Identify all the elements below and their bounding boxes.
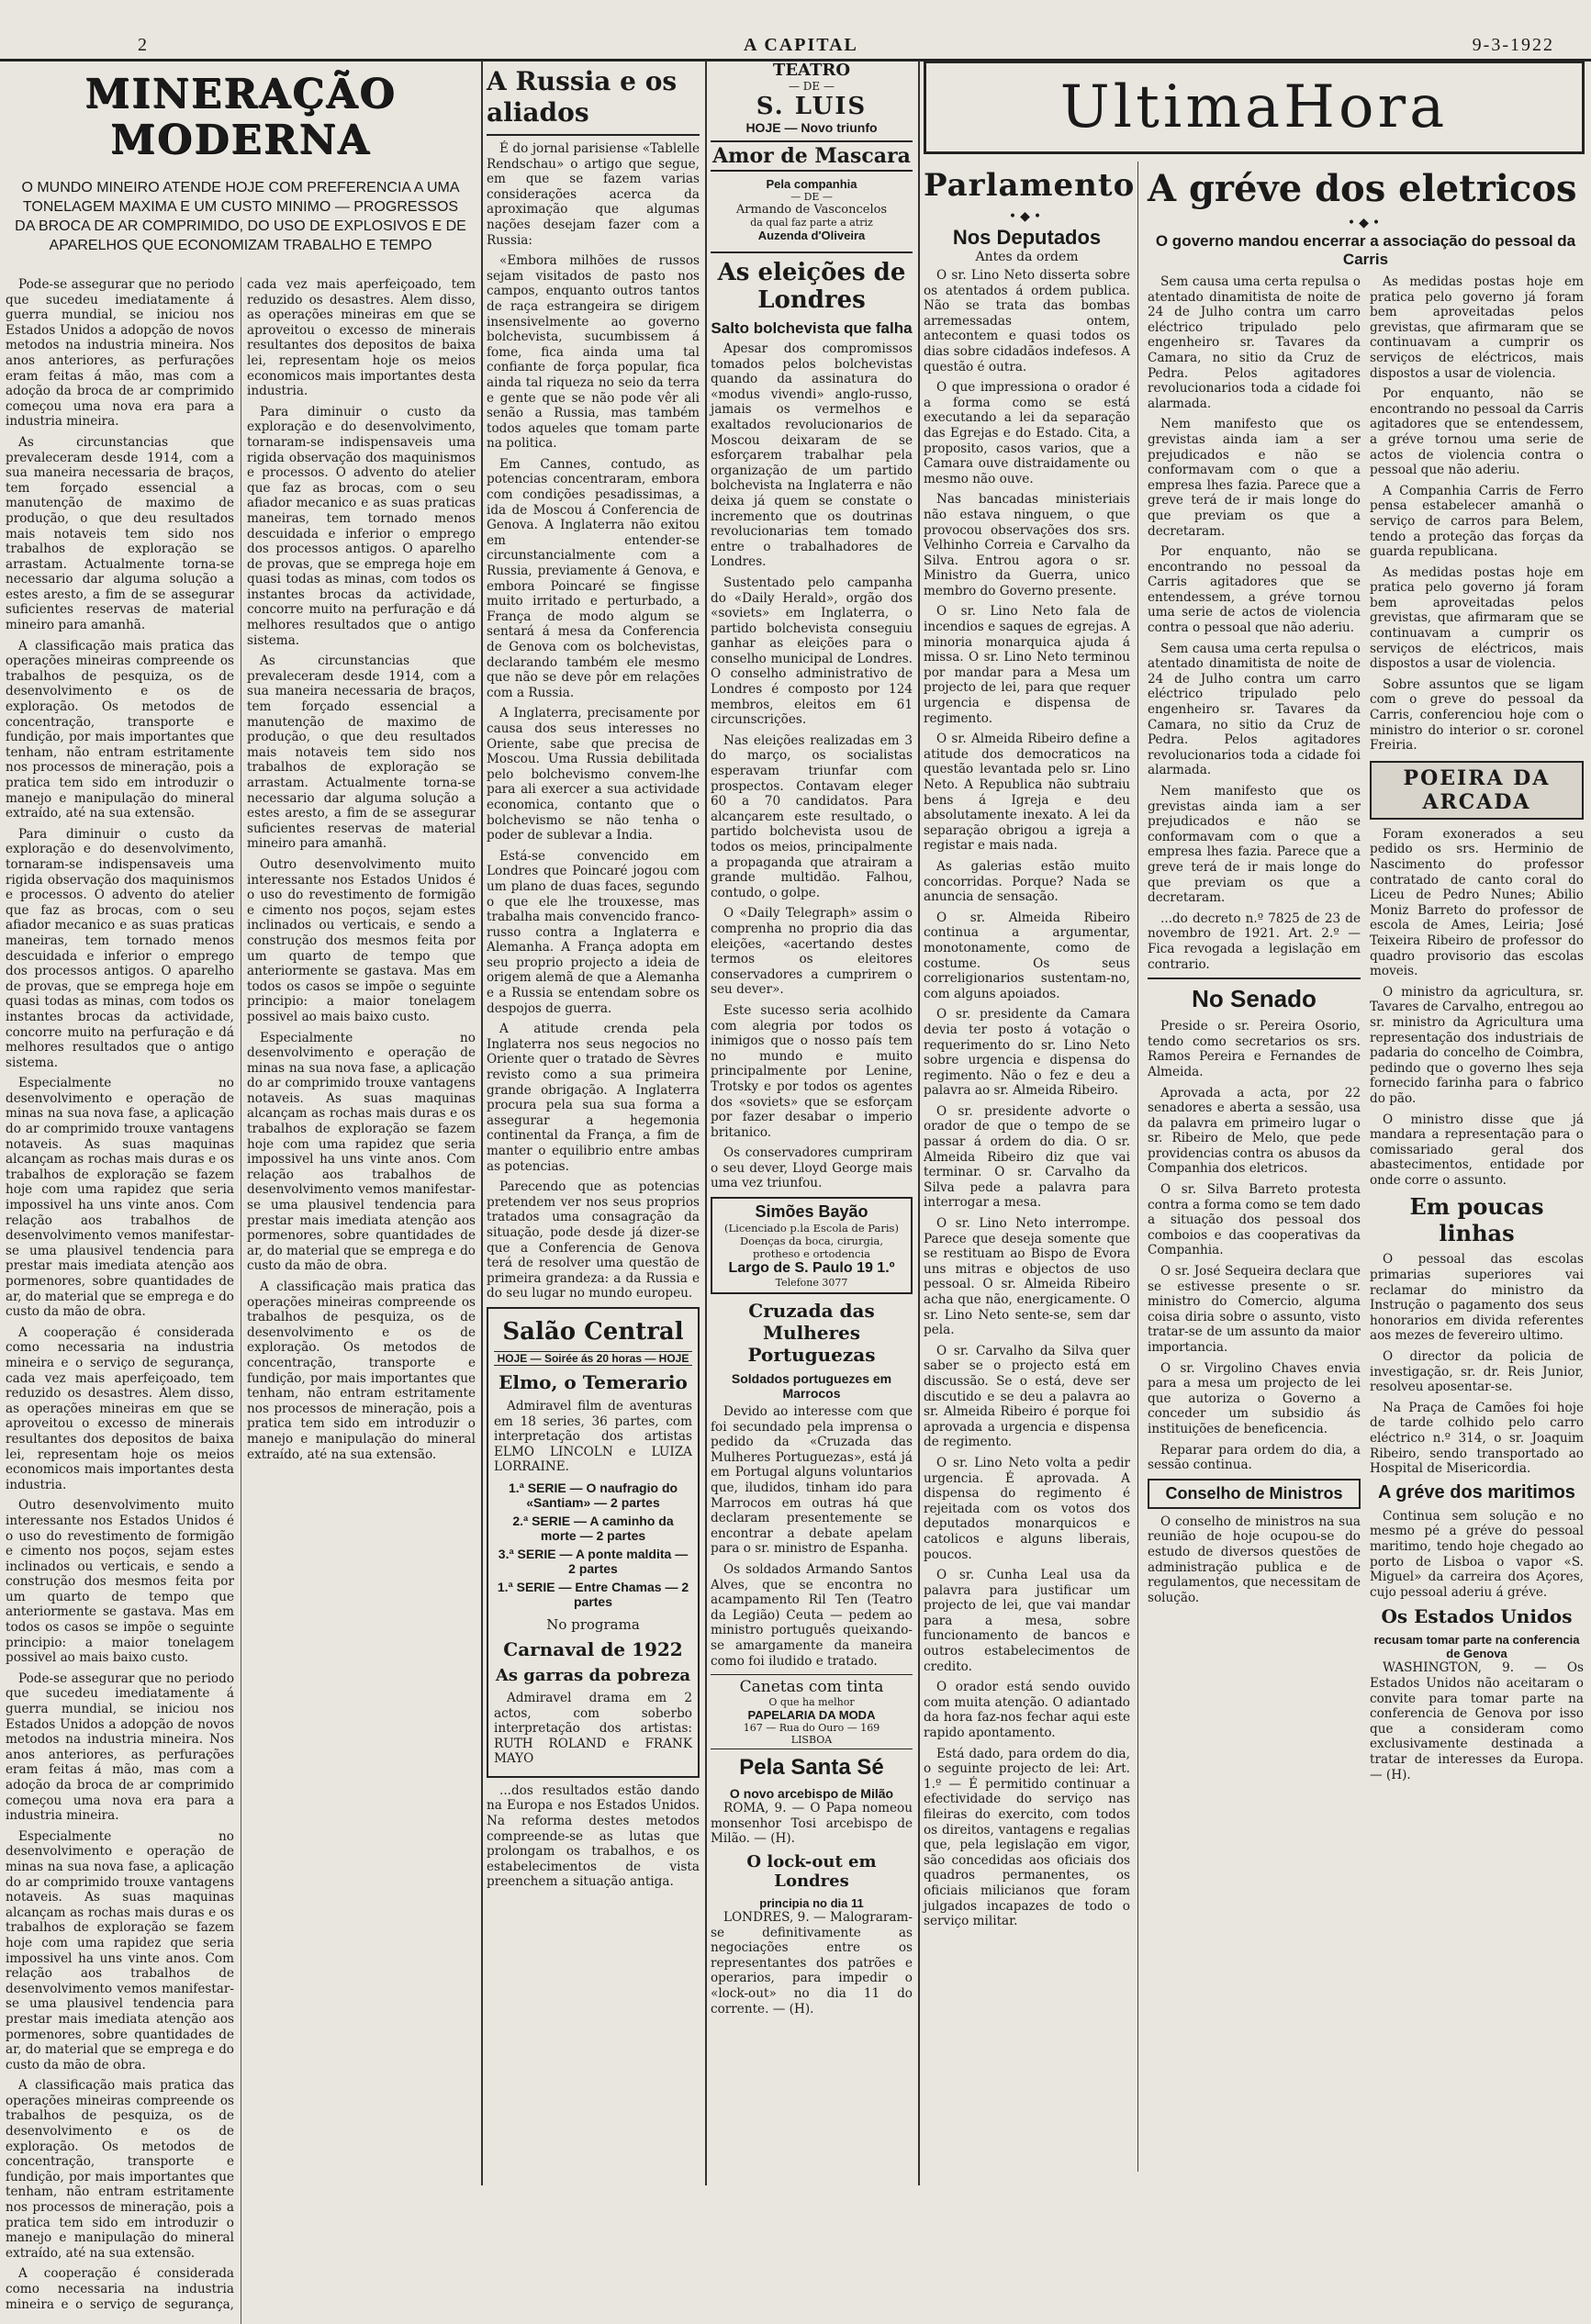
column-rule [918, 61, 920, 2185]
paragraph: Por enquanto, não se encontrando no pessoal da Carris agitadores que se entendessem, a gréve tornou uma serie de actos de violencia contra o pessoal que não aderiu. [1148, 544, 1361, 636]
teatro-ad [711, 61, 913, 242]
paragraph: As medidas postas hoje em pratica pelo governo já foram bem aproveitadas pelos grevistas, que afirmaram que se continuavam a cumprir os serviços de eléctricos, mais dispostos a usar de violencia. [1370, 274, 1584, 381]
paragraph: Preside o sr. Pereira Osorio, tendo como secretarios os srs. Ramos Pereira e Fernandes de Almeida. [1148, 1019, 1361, 1079]
paragraph: Sustentado pelo campanha do «Daily Herald», orgão dos «soviets» em Inglaterra, o partido bolchevista conseguiu ganhar as eleições para o conselho municipal de Londres. O conselho administrativo de Londres é composto por 124 membros, eleitos em 61 circunscrições. [711, 575, 913, 728]
subsection-title: A gréve dos maritimos [1378, 1481, 1575, 1503]
ad-serie: 1.ª SERIE — O naufragio do «Santiam» — 2 partes [508, 1480, 678, 1510]
paragraph: Está-se convencido em Londres que Poincaré jogou com um plano de duas faces, segundo o que ele lhe trouxesse, mas trabalha mais convencido franco-russo contra a Inglaterra e Alemanha. A França adopta em seu proprio projecto a ideia de origem alemã de que a Alemanha e a Russia se entendam sobre os despojos de guerra. [487, 848, 700, 1016]
parlamento-section: Parlamento •◆• Nos Deputados Antes da ordem O sr. Lino Neto disserta sobre os atentados á ordem publica. Não se trata das bombas arremessadas ontem, antecontem e quasi todos os dias sobre cidadãos indefesos. A questão é outra. O que impressiona o orador é a forma como se está executando a lei da separação das Egrejas e do Estado. Cita, a proposito, casos varios, que a Camara ouve distraidamente ou mesmo não ouve. Nas bancadas ministeriais não estava ninguem, o que provocou observações dos srs. Velhinho Correia e Carvalho da Silva. Entrou agora o sr. Ministro da Guerra, unico membro do Governo presente. O sr. Lino Neto fala de incendios e saques de egrejas. A minoria monarquica ajuda á missa. O sr. Lino Neto terminou por mandar para a Mesa um projecto de lei, para que requer urgencia e dispensa de regimento. O sr. Almeida Ribeiro define a atitude dos democraticos na questão levantada pelo sr. Lino Neto. A Republica não subtraiu bens á Igreja e deu absolutamente inexato. A lei da separação obrigou a igreja a registar e mais nada. As galerias estão muito concorridas. Porque? Nada se anuncia de sensação. O sr. Almeida Ribeiro continua a argumentar, monotonamente, como de costume. Os seus correligionarios sustentam-no, com alguns apoiados. O sr. presidente da Camara devia ter posto á votação o requerimento do sr. Lino Neto sobre urgencia e dispensa do regimento. Não o fez e deu a palavra ao sr. Almeida Ribeiro. O sr. presidente advorte o orador de que o tempo de se passar á ordem do dia. O sr. Almeida Ribeiro diz que vai terminar. O sr. Carvalho da Silva pede a palavra para interrogar a mesa. O sr. Lino Neto interrompe. Parece que deseja somente que se restituam ao Bispo de Evora uns mitras e objectos de uso pessoal. O sr. Almeida Ribeiro acha que não, energicamente. O sr. Lino Neto sente-se, sem dar pela. O sr. Carvalho da Silva quer saber se o projecto está em discussão. Se o está, deve ser discutido e se deu a palavra ao sr. Almeida Ribeiro é porque foi aprovada a urgencia e dispensa de regimento. O sr. Lino Neto volta a pedir urgencia. É aprovada. A dispensa do regimento é rejeitada com os votos dos deputados monarquicos e catolicos e alguns liberais, poucos. O sr. Cunha Leal usa da palavra para justificar um projecto de lei, que vai mandar para a mesa, sobre funcionamento de bancos e outros estabelecimentos de credito. O orador está sendo ouvido com muita atenção. O adiantado da hora faz-nos fechar aqui este rapido apontamento. Está dado, para ordem do dia, o seguinte projecto de lei: Art. 1.º — É permitido continuar a efectividade do serviço nas fileiras do exercito, com todos os direitos, vantagens e regalias que, pela legislação em vigor, são concedidas aos oficiais dos quadros permanentes, os oficiais milicianos que foram julgados incapazes de todo o serviço militar. [924, 162, 1138, 2172]
paragraph: ROMA, 9. — O Papa nomeou monsenhor Tosi arcebispo de Milão. — (H). [711, 1801, 913, 1847]
subsection-subtitle: recusam tomar parte na conferencia de Genova [1373, 1633, 1580, 1661]
paragraph: Sem causa uma certa repulsa o atentado dinamitista de noite de 24 de Julho contra um carro eléctrico tripulado pelo engenheiro sr. Tavares da Camara, no sitio da Cruz de Pedra. Pelos agitadores revolucionarios toda a cidade foi alarmada. [1148, 641, 1361, 778]
article-title: Pela Santa Sé [739, 1755, 884, 1781]
article-title: As eleições de Londres [711, 251, 913, 314]
paragraph: As circunstancias que prevaleceram desde 1914, com a sua maneira necessaria de braços, tem forçado essencial a manutenção de maximo de produção, o que deu resultados mais notaveis tem sido nos trabalhos de exploração se arrastam. Actualmente torna-se necessario dar alguma solução a estes aresto, a fim de se assegurar suficientes reservas de material mineiro para amanhã. [6, 434, 234, 633]
paragraph: Nas bancadas ministeriais não estava ninguem, o que provocou observações dos srs. Velhinho Correia e Carvalho da Silva. Entrou agora o sr. Ministro da Guerra, unico membro do Governo presente. [924, 492, 1130, 598]
paragraph: ...dos resultados estão dando na Europa e nos Estados Unidos. Na reforma destes metodos compreende-se as lutas que prolongam os trabalhos, e os estabelecimentos de vista preenchem a situação antiga. [487, 1782, 700, 1890]
subsection-title: Os Estados Unidos [1381, 1605, 1573, 1628]
paragraph: O sr. Lino Neto disserta sobre os atentados á ordem publica. Não se trata das bombas arremessadas ontem, antecontem e quasi todos os dias sobre cidadãos indefesos. A questão é outra. [924, 268, 1130, 374]
greve-columns [1148, 274, 1584, 1788]
paragraph: Na Praça de Camões foi hoje de tarde colhido pelo carro eléctrico n.º 314, o sr. Joaquim Ribeiro, sendo transportado ao Hospital de Misericordia. [1370, 1400, 1584, 1477]
paragraph: A Companhia Carris de Ferro pensa estabelecer amanhã o serviço de carros para Belem, tendo a proteção das forças da guarda republicana. [1370, 483, 1584, 560]
ad-title: Canetas com tinta [739, 1678, 884, 1697]
ad-film: Elmo, o Temerario [499, 1370, 688, 1393]
ad-line: — DE — [790, 191, 833, 203]
column-rule [705, 61, 707, 2185]
paragraph: Por enquanto, não se encontrando no pessoal da Carris agitadores que se entendessem, a gréve tornou uma serie de actos de violencia contra o pessoal que não aderiu. [1370, 386, 1584, 478]
paragraph: Devido ao interesse com que foi secundado pela imprensa o pedido da «Cruzada das Mulheres Portuguezas», está já em Portugal alguns voluntarios que, iludidos, tinham ido para Marrocos em outras há que declaram presentemente se encontrar a debate apelam para o sr. ministro de Espanha. [711, 1404, 913, 1557]
ad-line: No programa [546, 1615, 640, 1633]
paragraph: Sem causa uma certa repulsa o atentado dinamitista de noite de 24 de Julho contra um carro eléctrico tripulado pelo engenheiro sr. Tavares da Camara, no sitio da Cruz de Pedra. Pelos agitadores revolucionarios toda a cidade foi alarmada. [1148, 274, 1361, 411]
subsection-title: No Senado [1148, 978, 1361, 1013]
ad-title: Simões Bayão [755, 1202, 868, 1222]
article-subtitle: principia no dia 11 [759, 1895, 864, 1910]
paragraph: Nem manifesto que os grevistas ainda iam a ser prejudicados e não se conformavam com o que a empresa lhes fazia. Parece que a greve terá de ir mais longe do que previam os que a decretaram. [1148, 784, 1361, 906]
paragraph: Foram exonerados a seu pedido os srs. Herminio de Nascimento do professor contratado de canto coral do Liceu de Pedro Nunes; Abilio Moniz Barreto do professor de escola de Ames, Leiria; José Teixeira Ribeiro de professor do quadro provisorio das escolas moveis. [1370, 826, 1584, 979]
article-subtitle: Soldados portuguezes em Marrocos [731, 1371, 892, 1402]
paragraph: O sr. José Sequeira declara que se estivesse presente o sr. ministro do Comercio, alguma coisa diria sobre o assunto, visto tratar-se de um assunto da maior importancia. [1148, 1264, 1361, 1355]
subsection-subtitle: Antes da ordem [975, 250, 1079, 264]
article-subtitle: Salto bolchevista que falha [711, 319, 913, 337]
paragraph: É do jornal parisiense «Tablelle Rendschau» o artigo que segue, em que se fazem varias considerações acerca da aproximação que algumas nações desejam fazer com a Russia: [487, 141, 700, 248]
paragraph: A classificação mais pratica das operações mineiras compreende os trabalhos de pesquiza, os de desenvolvimento e os de exploração. Os metodos de concentração, transporte e fundição, por mais importantes que tenham, não entram estritamente nos processos de mineração, pois a pratica tem sido em introduzir o manejo e manipulação do mineral extraído, até na sua extensão. [247, 1279, 476, 1462]
paragraph: Pode-se assegurar que no periodo que sucedeu imediatamente á guerra mundial, se iniciou nos Estados Unidos a adopção de novos metodos na industria mineira. Nos anos anteriores, as perfurações eram feitas á mão, mas com a adoção da broca de ar comprimido começou uma nova era para a industria mineira. [6, 1670, 234, 1824]
greve-section: A gréve dos eletricos •◆• O governo mandou encerrar a associação do pessoal da Carris Sem causa uma certa repulsa o atentado dinamitista de noite de 24 de Julho contra um carro eléctrico tripulado pelo engenheiro sr. Tavares da Camara, no sitio da Cruz de Pedra. Pelos agitadores revolucionarios toda a cidade foi alarmada. Nem manifesto que os grevistas ainda iam a ser prejudicados e não se conformavam com o que a empresa lhes fazia. Parece que a greve terá de ir mais longe do que previam os que a decretaram. Por enquanto, não se encontrando no pessoal da Carris agitadores que se entendessem, a gréve tornou uma serie de actos de violencia contra o pessoal que não aderiu. Sem causa uma certa repulsa o atentado dinamitista de noite de 24 de Julho contra um carro eléctrico tripulado pelo engenheiro sr. Tavares da Camara, no sitio da Cruz de Pedra. Pelos agitadores revolucionarios toda a cidade foi alarmada. Nem manifesto que os grevistas ainda iam a ser prejudicados e não se conformavam com o que a empresa lhes fazia. Parece que a greve terá de ir mais longe do que previam os que a decretaram. ...do decreto n.º 7825 de 23 de novembro de 1921. Art. 2.º — Fica revogada a legislação em contrario. No Senado Preside o sr. Pereira Osorio, tendo como secretarios os srs. Ramos Pereira e Fernandes de Almeida. Aprovada a acta, por 22 senadores e aberta a sessão, usa da palavra em primeiro lugar o sr. Ribeiro de Melo, que pede providencias contra os abusos da Companhia dos eletricos. O sr. Silva Barreto protesta contra a forma como se tem dado a situação dos pessoal dos comboios e das cooperativas da Companhia. O sr. José Sequeira declara que se estivesse presente o sr. ministro do Comercio, alguma coisa diria sobre o assunto, visto tratar-se de um assunto da maior importancia. O sr. Virgolino Chaves envia para a mesa um projecto de lei que autoriza o Governo a conceder um subsidio ás instituições de beneficencia. Reparar para ordem do dia, a sessão continua. Conselho de Ministros O conselho de ministros na sua reunião de hoje ocupou-se do estudo de diversos questões de administração publica e de regulamentos, que necessitam de solução. As medidas postas hoje em pratica pelo governo já foram bem aproveitadas pelos grevistas, que afirmaram que se continuavam a cumprir os serviços de eléctricos, mais dispostos a usar de violencia. Por enquanto, não se encontrando no pessoal da Carris agitadores que se entendessem, a gréve tornou uma serie de actos de violencia contra o pessoal que não aderiu. A Companhia Carris de Ferro pensa estabelecer amanhã o serviço de carros para Belem, tendo a proteção das forças da guarda republicana. As medidas postas hoje em pratica pelo governo já foram bem aproveitadas pelos grevistas, que afirmaram que se continuavam a cumprir os serviços de eléctricos, mais dispostos a usar de violencia. Sobre assuntos que se ligam com o greve do pessoal da Carris, conferenciou hoje com o ministro do interior o sr. coronel Freiria. POEIRA DA ARCADA Foram exonerados a seu pedido os srs. Herminio de Nascimento do professor contratado de canto coral do Liceu de Pedro Nunes; Abilio Moniz Barreto do professor de escola de Ames, Leiria; José Teixeira Ribeiro de professor do quadro provisorio das escolas moveis. O ministro da agricultura, sr. Tavares de Carvalho, entregou ao sr. ministro da Agricultura uma representação dos industriais de padaria do concelho de Coimbra, pedindo que o governo lhes seja fornecido farinha para o fabrico do pão. O ministro disse que já mandara a representação para o comissariado geral dos abastecimentos, entidade por onde corre o assunto. Em poucas linhas O pessoal das escolas primarias superiores vai reclamar do ministro da Instrução o pagamento dos seus honorarios em divida referentes aos mezes de fevereiro ultimo. O director da policia de investigação, sr. dr. Reis Junior, resolveu aposentar-se. Na Praça de Camões foi hoje de tarde colhido pelo carro eléctrico n.º 314, o sr. Joaquim Ribeiro, sendo transportado ao Hospital de Misericordia. A gréve dos maritimos Continua sem solução e no mesmo pé a gréve do pessoal maritimo, tendo hoje chegado ao porto de Lisboa o vapor «S. Miguel» da carreira dos Açores, cujo pessoal aderiu á gréve. Os Estados Unidos recusam tomar parte na conferencia de Genova WASHINGTON, 9. — Os Estados Unidos não aceitaram o convite para tomar parte na conferencia de Genova por isso que a consideram como exclusivamente destinada a tratar de interesses da Europa. — (H). [1148, 162, 1584, 2172]
ad-serie: 3.ª SERIE — A ponte maldita — 2 partes [498, 1546, 689, 1576]
section-subtitle: O governo mandou encerrar a associação do pessoal da Carris [1155, 232, 1576, 268]
paragraph: O sr. Almeida Ribeiro define a atitude dos democraticos na questão levantada pelo sr. Lino Neto. A Republica não subtraiu bens á Igreja e deu absolutamente inexato. A lei da separação obrigou a igreja a registar e mais nada. [924, 732, 1130, 854]
paragraph: Outro desenvolvimento muito interessante nos Estados Unidos é o uso do revestimento de formigão e cimento nos poços, sejam estes inclinados ou verticais, e sendo a construção dos mesmos feita por um quarto de tempo que anteriormente se gastava. Mas em todos os casos se impõe o seguinte principio: a maior tonelagem possivel ao mais baixo custo. [247, 856, 476, 1024]
paragraph: O conselho de ministros na sua reunião de hoje ocupou-se do estudo de diversos questões de administração publica e de regulamentos, que necessitam de solução. [1148, 1514, 1361, 1605]
paragraph: WASHINGTON, 9. — Os Estados Unidos não aceitaram o convite para tomar parte na conferencia de Genova por isso que a consideram como exclusivamente destinada a tratar de interesses da Europa. — (H). [1370, 1660, 1584, 1782]
paragraph: Nem manifesto que os grevistas ainda iam a ser prejudicados e não se conformavam com o que a empresa lhes fazia. Parece que a greve terá de ir mais longe do que previam os que a decretaram. [1148, 417, 1361, 539]
section-title: A gréve dos eletricos [1148, 167, 1577, 210]
greve-col-a [1148, 274, 1361, 1788]
paragraph: Continua sem solução e no mesmo pé a gréve do pessoal maritimo, tendo hoje chegado ao porto de Lisboa o vapor «S. Miguel» da carreira dos Açores, cujo pessoal aderiu á gréve. [1370, 1508, 1584, 1600]
subsection-title: Conselho de Ministros [1148, 1479, 1361, 1509]
paragraph: Aprovada a acta, por 22 senadores e aberta a sessão, usa da palavra em primeiro lugar o sr. Ribeiro de Melo, que pede providencias contra os abusos da Companhia dos eletricos. [1148, 1085, 1361, 1177]
paragraph: Parecendo que as potencias pretendem ver nos seus proprios tratados uma consagração da situação, pode desde já dizer-se que a Conferencia de Genova terá de resolver uma questão de primeira grandeza: a da Russia e do seu lugar no mundo europeu. [487, 1179, 700, 1302]
paragraph: O que impressiona o orador é a forma como se está executando a lei da separação das Egrejas e do Estado. Cita, a proposito, casos varios, que a Camara ouve distraidamente ou mesmo não ouve. [924, 380, 1130, 486]
subsection-title: Em poucas linhas [1409, 1193, 1544, 1247]
ad-line: HOJE — Novo triunfo [745, 120, 878, 135]
article-subtitle: O novo arcebispo de Milão [729, 1786, 894, 1802]
paragraph: As galerias estão muito concorridas. Porque? Nada se anuncia de sensação. [924, 858, 1130, 905]
ad-line: O que ha melhor [768, 1696, 855, 1709]
ad-line: — DE — [788, 80, 835, 93]
paragraph: O director da policia de investigação, sr. dr. Reis Junior, resolveu aposentar-se. [1370, 1349, 1584, 1395]
paragraph: A Inglaterra, precisamente por causa dos seus interesses no Oriente, sabe que precisa de Moscou. Uma Russia debilitada pelo bolchevismo convem-lhe para ali exercer a sua actividade economica, contanto que o bolchevismo se não tenha o poder de sublevar a India. [487, 706, 700, 844]
ad-line: Armando de Vasconcelos [735, 203, 888, 217]
subsection-title: Nos Deputados [952, 226, 1102, 249]
ad-serie: 2.ª SERIE — A caminho da morte — 2 partes [512, 1513, 674, 1543]
article-title: A Russia e os aliados [487, 66, 700, 136]
salao-central-ad [487, 1307, 700, 1778]
article-title: O lock-out em Londres [746, 1851, 877, 1891]
paragraph: Reparar para ordem do dia, a sessão continua. [1148, 1442, 1361, 1473]
paragraph: Apesar dos compromissos tomados pelos bolchevistas quando da assinatura do «modus vivendi» anglo-russo, jamais os vermelhos e exaltados revolucionarios de Moscou deixaram de se esforçarem trabalhar pela organização de um partido bolchevista na Inglaterra e não deixa já quem se constate o incremento que os doutrinas revolucionarias tem tomado entre o trabalhadores de Londres. [711, 341, 913, 570]
paragraph: Sobre assuntos que se ligam com o greve do pessoal da Carris, conferenciou hoje com o ministro do interior o sr. coronel Freiria. [1370, 676, 1584, 754]
ad-serie: 1.ª SERIE — Entre Chamas — 2 partes [497, 1579, 689, 1609]
paragraph: Especialmente no desenvolvimento e operação de minas na sua nova fase, a aplicação do ar comprimido trouxe vantagens notaveis. As suas maquinas alcançam as rochas mais duras e os trabalhos de exploração se fazem hoje com uma rapidez que seria impossivel ha uns vinte anos. Com relação aos trabalhos de desenvolvimento vemos manifestar-se uma plausivel tendencia para prestar mais imediata atenção aos pormenores, sobre quantidades de ar, do material que se emprega e do custo da mão de obra. [247, 1030, 476, 1274]
ad-line: HOJE — Soirée ás 20 horas — HOJE [494, 1351, 692, 1366]
article-deck: O MUNDO MINEIRO ATENDE HOJE COM PREFERENCIA A UMA TONELAGEM MAXIMA E UM CUSTO MINIMO — PROGRESSOS DA BROCA DE AR COMPRIMIDO, DO USO DE EXPLOSIVOS E DE APARELHOS QUE ECONOMIZAM TRABALHO E TEMPO [15, 180, 466, 253]
paragraph: O sr. Almeida Ribeiro continua a argumentar, monotonamente, como de costume. Os seus correligionarios sustentam-no, com alguns apoiados. [924, 910, 1130, 1001]
simoes-bayao-ad [711, 1197, 913, 1294]
ultima-hora-body [924, 162, 1585, 2172]
paragraph: O sr. presidente advorte o orador de que o tempo de se passar á ordem do dia. O sr. Almeida Ribeiro diz que vai terminar. O sr. Carvalho da Silva pede a palavra para interrogar a mesa. [924, 1103, 1130, 1211]
ad-line: TEATRO [772, 61, 851, 80]
paragraph: Outro desenvolvimento muito interessante nos Estados Unidos é o uso do revestimento de formigão e cimento nos poços, sejam estes inclinados ou verticais, e sendo a construção dos mesmos feita por um quarto de tempo que anteriormente se gastava. Mas em todos os casos se impõe o seguinte principio: a maior tonelagem possivel ao mais baixo custo. [6, 1498, 234, 1666]
paragraph: As medidas postas hoje em pratica pelo governo já foram bem aproveitadas pelos grevistas, que afirmaram que se continuavam a cumprir os serviços de eléctricos, mais dispostos a usar de violencia. [1370, 564, 1584, 672]
greve-col-b [1370, 274, 1584, 1788]
paragraph: «Embora milhões de russos sejam visitados de pasto nos campos, enquanto outros tantos de raça estrangeira se dirigem insensivelmente ao governo bolchevista, sucumbissem á fome, fica ainda uma tal confiante de força popular, fica ainda tal riqueza no seio da terra e gente que se não pode vêr ali senão a Russia, mas também todos aqueles que tomam parte na politica. [487, 253, 700, 452]
paragraph: Pode-se assegurar que no periodo que sucedeu imediatamente á guerra mundial, se iniciou nos Estados Unidos a adopção de novos metodos na industria mineira. Nos anos anteriores, as perfurações eram feitas á mão, mas com a adoção da broca de ar comprimido começou uma nova era para a industria mineira. [6, 277, 234, 430]
ad-line: Auzenda d'Oliveira [757, 229, 866, 242]
issue-date: 9-3-1922 [1472, 35, 1554, 55]
article-body [6, 277, 476, 2324]
paragraph: Os soldados Armando Santos Alves, que se encontra no acampamento Ril Ten (Teatro da Legião) Ceuta — pedem ao ministro português queixando-se amargamente da maneira como foi iludido e tratado. [711, 1562, 913, 1669]
paragraph: Para diminuir o custo da exploração e do desenvolvimento, tornaram-se indispensaveis uma rigida observação dos maquinismos e processos. O advento do atelier que faz as brocas, com o seu afiador mecanico e as suas praticas maneiras, tem tornado menos descuidada e inferior o emprego dos processos antigos. O aparelho de provas, que se emprega hoje em quasi todas as minas, com todos os instantes brocas da actividade, concorre muito na perfuração e dá melhores resultados que o antigo sistema. [6, 826, 234, 1070]
paragraph: O ministro da agricultura, sr. Tavares de Carvalho, entregou ao sr. ministro da Agricultura uma representação dos industriais de padaria do concelho de Coimbra, pedindo que o governo lhes seja fornecido farinha para o fabrico do pão. [1370, 984, 1584, 1106]
ad-title: Amor de Mascara [711, 140, 913, 172]
paragraph: Está dado, para ordem do dia, o seguinte projecto de lei: Art. 1.º — É permitido continuar a efectividade do serviço nas fileiras do exercito, com todos os direitos, vantagens e regalias que, pela legislação em vigor, são concedidas aos oficiais dos quadros permanentes, os oficiais milicianos que foram julgados incapazes de todo o serviço militar. [924, 1746, 1130, 1929]
ultima-hora-banner [924, 61, 1585, 154]
paragraph: O «Daily Telegraph» assim o comprenha no proprio dia das eleições, «acertando destes termos os eleitores conservadores a cumprirem o seu dever». [711, 906, 913, 998]
banner-title: UltimaHora [1059, 73, 1449, 141]
column-rule [481, 61, 483, 2185]
column-mineracao [6, 61, 476, 2312]
paper-name: A CAPITAL [744, 35, 858, 55]
paragraph: LONDRES, 9. — Malograram-se definitivamente as negociações entre os representantes dos patrões e operarios, para impedir o «lock-out» no dia 11 do corrente. — (H). [711, 1909, 913, 2017]
paragraph: O ministro disse que já mandara a representação para o comissariado geral dos abastecimentos, entidade por onde corre o assunto. [1370, 1112, 1584, 1188]
ad-title: Salão Central [502, 1317, 684, 1346]
paragraph: Especialmente no desenvolvimento e operação de minas na sua nova fase, a aplicação do ar comprimido trouxe vantagens notaveis. As suas maquinas alcançam as rochas mais duras e os trabalhos de exploração se fazem hoje com uma rapidez que seria impossivel ha uns vinte anos. Com relação aos trabalhos de desenvolvimento vemos manifestar-se uma plausivel tendencia para prestar mais imediata atenção aos pormenores, sobre quantidades de ar, do material que se emprega e do custo da mão de obra. [6, 1076, 234, 1320]
page-header [0, 31, 1591, 61]
paragraph: Os conservadores cumpriram o seu dever, Lloyd George mais uma vez triunfou. [711, 1145, 913, 1191]
article-title: Cruzada das Mulheres Portuguezas [747, 1300, 876, 1367]
paragraph: A cooperação é considerada como necessaria na industria mineira e o serviço de segurança, cada vez mais aperfeiçoado, tem reduzido os desastres. Alem disso, as operações mineiras em que se aproveitou o excesso de minerais resultantes dos depositos de baixa lei, representam hoje os meios economicos mais importantes desta industria. [6, 277, 476, 2312]
article-title: MINERAÇÃO MODERNA [84, 71, 397, 163]
paragraph: A cooperação é considerada como necessaria na industria mineira e o serviço de segurança, cada vez mais aperfeiçoado, tem reduzido os desastres. Alem disso, as operações mineiras em que se aproveitou o excesso de minerais resultantes dos depositos de baixa lei, representam hoje os meios economicos mais importantes desta industria. [6, 1324, 234, 1492]
paragraph: A classificação mais pratica das operações mineiras compreende os trabalhos de pesquiza, os de desenvolvimento e os de exploração. Os metodos de concentração, transporte e fundição, por mais importantes que tenham, não entram estritamente nos processos de mineração, pois a pratica tem sido em introduzir o manejo e manipulação do mineral extraído, até na sua extensão. [6, 2078, 234, 2261]
paragraph: O sr. Cunha Leal usa da palavra para justificar um projecto de lei, que vai mandar para a mesa, sobre funcionamento de bancos e outros estabelecimentos de credito. [924, 1568, 1130, 1674]
ad-desc: Admiravel drama em 2 actos, com soberbo interpretação dos artistas: RUTH ROLAND e FRANK MAYO [494, 1690, 692, 1767]
papelaria-ad [711, 1674, 913, 1749]
paragraph: O sr. Carvalho da Silva quer saber se o projecto está em discussão. Se o está, deve ser discutido e se deu a palavra ao sr. Almeida Ribeiro é porque foi aprovada a urgencia e dispensa de regimento. [924, 1343, 1130, 1450]
paragraph: ...do decreto n.º 7825 de 23 de novembro de 1921. Art. 2.º — Fica revogada a legislação em contrario. [1148, 911, 1361, 972]
page-number: 2 [138, 35, 149, 55]
paragraph: A atitude crenda pela Inglaterra nos seus negocios no Oriente quer o tratado de Sèvres revisto como a sua primeira grande obrigação. A Inglaterra procura pela sua sua forma a assegurar a hegemonia continental da França, a fim de manter o equilibrio entre ambas as potencias. [487, 1022, 700, 1174]
ad-line: PAPELARIA DA MODA [747, 1708, 876, 1723]
paragraph: O sr. Lino Neto fala de incendios e saques de egrejas. A minoria monarquica ajuda á missa. O sr. Lino Neto terminou por mandar para a Mesa um projecto de lei, para que requer urgencia e dispensa de regimento. [924, 604, 1130, 726]
paragraph: As circunstancias que prevaleceram desde 1914, com a sua maneira necessaria de braços, tem forçado essencial a manutenção de maximo de produção, o que deu resultados mais notaveis tem sido nos trabalhos de exploração se arrastam. Actualmente torna-se necessario dar alguma solução a estes aresto, a fim de se assegurar suficientes reservas de material mineiro para amanhã. [247, 654, 476, 852]
ad-film: As garras da pobreza [495, 1665, 691, 1685]
paragraph: Especialmente no desenvolvimento e operação de minas na sua nova fase, a aplicação do ar comprimido trouxe vantagens notaveis. As suas maquinas alcançam as rochas mais duras e os trabalhos de exploração se fazem hoje com uma rapidez que seria impossivel ha uns vinte anos. Com relação aos trabalhos de desenvolvimento vemos manifestar-se uma plausivel tendencia para prestar mais imediata atenção aos pormenores, sobre quantidades de ar, do material que se emprega e do custo da mão de obra. [6, 1828, 234, 2073]
poeira-da-arcada-banner: POEIRA DA ARCADA [1370, 761, 1584, 820]
paragraph: O pessoal das escolas primarias superiores vai reclamar do ministro da Instrução o pagamento dos seus honorarios em divida referentes aos mezes de fevereiro ultimo. [1370, 1252, 1584, 1344]
ad-line: Pela companhia [766, 177, 857, 191]
paragraph: Este sucesso seria acolhido com alegria por todos os inimigos que o nosso país tem no mundo e muito principalmente por Lenine, Trotsky e por todos os agentes dos «soviets» que se esforçam por fazer desabar o imperio britanico. [711, 1002, 913, 1140]
column-ultima-hora [924, 61, 1585, 2185]
column-teatro [711, 61, 913, 2185]
column-russia [487, 61, 700, 2185]
paragraph: O sr. Lino Neto interrompe. Parece que deseja somente que se restituam ao Bispo de Evora uns mitras e objectos de uso pessoal. O sr. Almeida Ribeiro acha que não, energicamente. O sr. Lino Neto sente-se, sem dar pela. [924, 1216, 1130, 1338]
ad-line: 167 — Rua do Ouro — 169 [743, 1722, 880, 1735]
ad-line: (Licenciado p.la Escola de Paris) Doenças da boca, cirurgia, protheso e ortodencia [724, 1222, 899, 1261]
paragraph: A classificação mais pratica das operações mineiras compreende os trabalhos de pesquiza, os de desenvolvimento e os de exploração. Os metodos de concentração, transporte e fundição, por mais importantes que tenham, não entram estritamente nos processos de mineração, pois a pratica tem sido em introduzir o manejo e manipulação do mineral extraído, até na sua extensão. [6, 638, 234, 821]
ad-title: S. LUIS [756, 93, 868, 120]
ad-line: LISBOA [790, 1734, 833, 1747]
ad-line: da qual faz parte a atriz [750, 217, 873, 229]
paragraph: Para diminuir o custo da exploração e do desenvolvimento, tornaram-se indispensaveis uma rigida observação dos maquinismos e processos. O advento do atelier que faz as brocas, com o seu afiador mecanico e as suas praticas maneiras, tem tornado menos descuidada e inferior o emprego dos processos antigos. O aparelho de provas, que se emprega hoje em quasi todas as minas, com todos os instantes brocas da actividade, concorre muito na perfuração e dá melhores resultados que o antigo sistema. [247, 404, 476, 648]
ad-desc: Admiravel film de aventuras em 18 series, 36 partes, com interpretação dos artistas ELMO LINCOLN e LUIZA LORRAINE. [494, 1398, 692, 1475]
paragraph: O orador está sendo ouvido com muita atenção. O adiantado da hora faz-nos fechar aqui este rapido apontamento. [924, 1680, 1130, 1741]
ad-film: Carnaval de 1922 [503, 1637, 683, 1660]
paragraph: O sr. Silva Barreto protesta contra a forma como se tem dado a situação dos pessoal dos comboios e das cooperativas da Companhia. [1148, 1182, 1361, 1258]
ad-line: Telefone 3077 [775, 1277, 848, 1290]
paragraph: O sr. presidente da Camara devia ter posto á votação o requerimento do sr. Lino Neto sobre urgencia e dispensa do regimento. Não o fez e deu a palavra ao sr. Almeida Ribeiro. [924, 1007, 1130, 1099]
paragraph: Nas eleições realizadas em 3 do março, os socialistas esperavam triunfar com prospectos. Contavam eleger 60 a 70 candidatos. Para alcançarem este resultado, o partido bolchevista usou de todos os meios, principalmente a propaganda que atrairam a grande multidão. Falhou, contudo, o golpe. [711, 732, 913, 900]
paragraph: O sr. Virgolino Chaves envia para a mesa um projecto de lei que autoriza o Governo a conceder um subsidio ás instituições de beneficencia. [1148, 1360, 1361, 1436]
ad-line: Largo de S. Paulo 19 1.º [728, 1260, 895, 1277]
section-title: Parlamento [924, 167, 1136, 204]
paragraph: O sr. Lino Neto volta a pedir urgencia. É aprovada. A dispensa do regimento é rejeitada com os votos dos deputados monarquicos e catolicos e alguns liberais, poucos. [924, 1455, 1130, 1562]
paragraph: Em Cannes, contudo, as potencias concentraram, embora com condições pesadissimas, a ida de Moscou á Conferencia de Genova. A Inglaterra não exitou em entender-se circunstancialmente com a Russia, previamente á Genova, e embora Poincaré se fingisse muito irritado e perturbado, a França de modo algum se sentará á mesa da Conferencia de Genova com os bolchevistas, declarando também ele mesmo que não se deve pôr em relações com a Russia. [487, 456, 700, 700]
